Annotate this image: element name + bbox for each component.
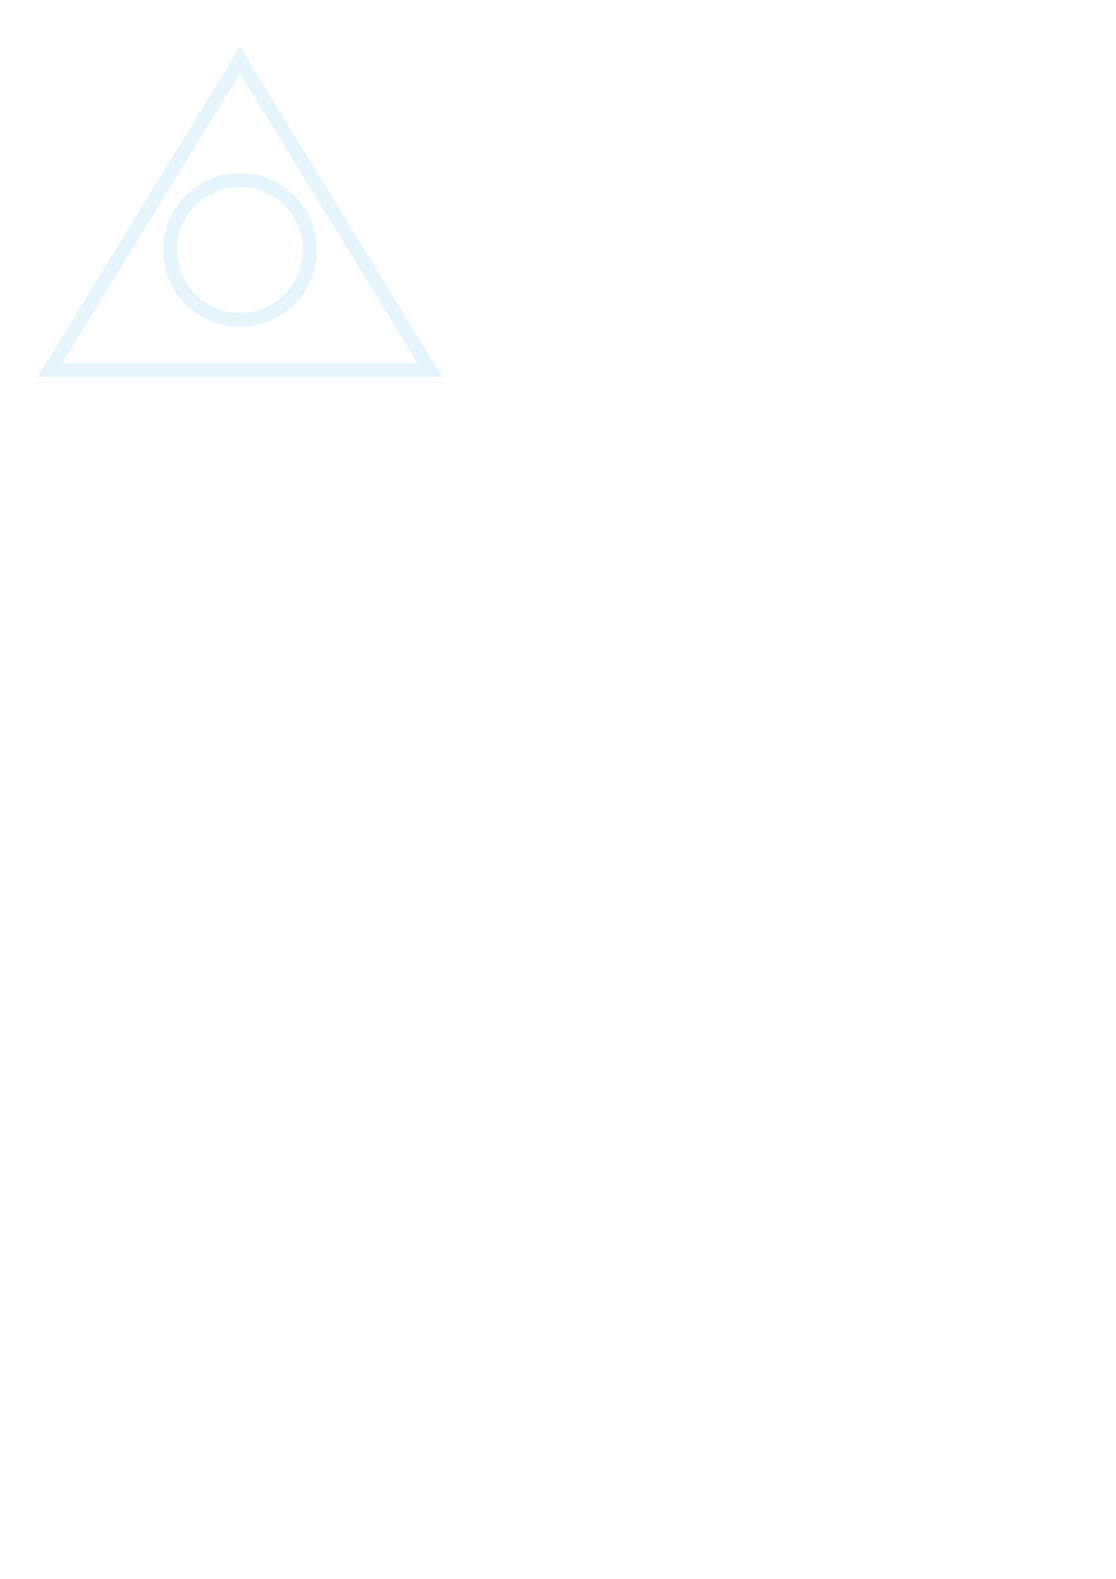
watermark-logo [30, 40, 450, 400]
document-page [68, 64, 1041, 74]
